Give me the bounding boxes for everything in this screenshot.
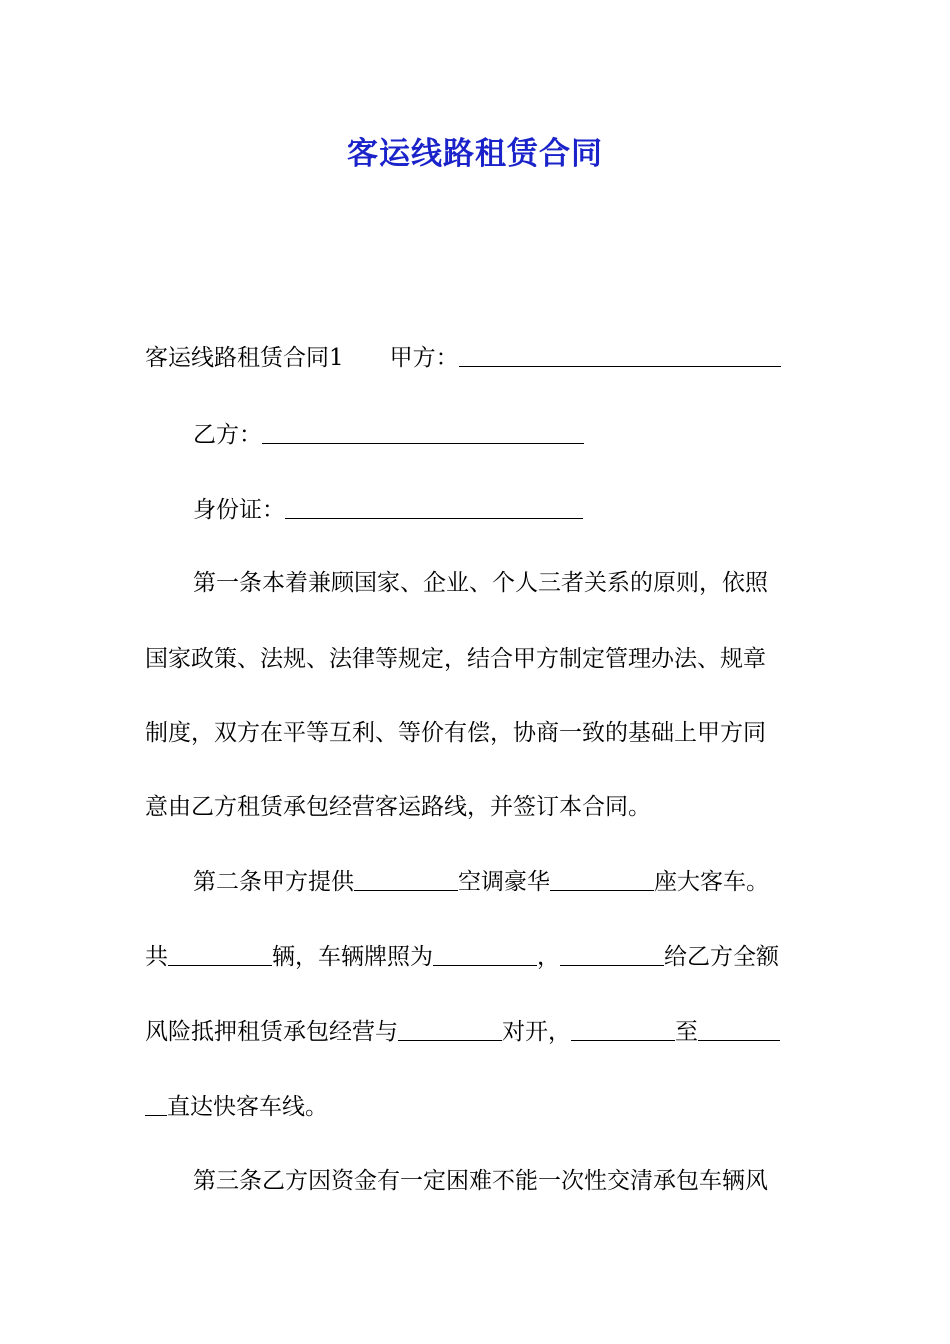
party-a-blank	[459, 344, 781, 367]
article-2-line-2	[145, 942, 810, 972]
article-2-line-3	[145, 1017, 810, 1047]
article-2-line-4	[145, 1092, 810, 1122]
id-card-blank	[285, 496, 583, 519]
article-2-text-j: 至	[675, 1019, 698, 1045]
article-2-text-f: ，	[537, 944, 560, 970]
party-a-label: 客运线路租赁合同1 甲方：	[145, 345, 459, 371]
article-1-line-3: 制度，双方在平等互利、等价有偿，协商一致的基础上甲方同	[145, 720, 766, 746]
article-2-text-k: 直达快客车线。	[167, 1094, 328, 1120]
party-b-blank	[262, 421, 584, 444]
article-2-text-d: 共	[145, 944, 168, 970]
party-b-label: 乙方：	[193, 422, 262, 448]
document-title: 客运线路租赁合同	[347, 136, 603, 172]
route-partner-blank	[398, 1018, 502, 1041]
article-2-text-i: 对开，	[502, 1019, 571, 1045]
article-2-text-g: 给乙方全额	[664, 944, 779, 970]
article-1-line-2: 国家政策、法规、法律等规定，结合甲方制定管理办法、规章	[145, 646, 766, 672]
plate-number-blank	[433, 943, 537, 966]
vehicle-count-blank	[168, 943, 272, 966]
article-2-text-b: 空调豪华	[458, 869, 550, 895]
article-1-line-1: 第一条本着兼顾国家、企业、个人三者关系的原则，依照	[193, 570, 768, 596]
article-1-line-4: 意由乙方租赁承包经营客运路线，并签订本合同。	[145, 794, 651, 820]
route-to-blank	[698, 1018, 780, 1041]
article-2-line-1	[193, 867, 858, 897]
id-card-line	[193, 495, 858, 525]
bus-type-blank	[354, 868, 458, 891]
route-from-blank	[571, 1018, 675, 1041]
article-2-text-e: 辆，车辆牌照为	[272, 944, 433, 970]
article-2-text-c: 座大客车。	[654, 869, 769, 895]
article-2-text-a: 第二条甲方提供	[193, 869, 354, 895]
assignee-blank	[560, 943, 664, 966]
article-2-text-h: 风险抵押租赁承包经营与	[145, 1019, 398, 1045]
party-a-line	[145, 343, 810, 373]
article-3-line-1: 第三条乙方因资金有一定困难不能一次性交清承包车辆风	[193, 1168, 768, 1194]
id-card-label: 身份证：	[193, 497, 285, 523]
party-b-line	[193, 420, 858, 450]
seat-count-blank	[550, 868, 654, 891]
route-to-blank-continued	[145, 1093, 167, 1116]
